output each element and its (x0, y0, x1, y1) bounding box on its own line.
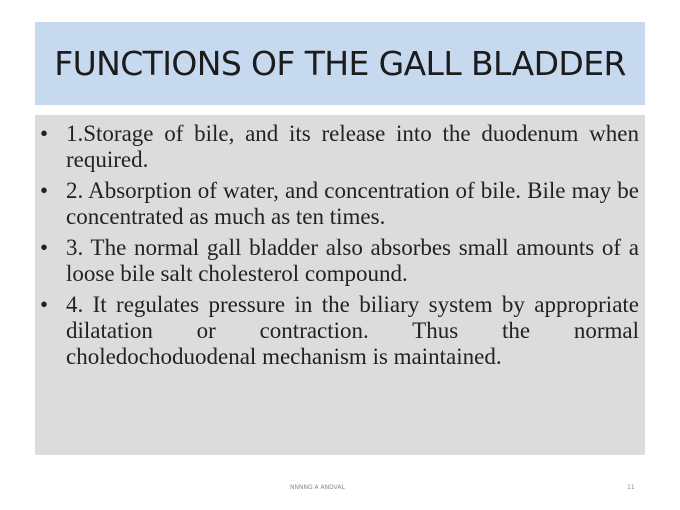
bullet-item-storage (35, 121, 639, 173)
bullet-text: 1.Storage of bile, and its release into the duodenum when required. (66, 121, 639, 172)
bullet-icon: • (40, 121, 49, 146)
title-band (35, 22, 645, 105)
bullet-list (35, 115, 645, 370)
bullet-text: 4. It regulates pressure in the biliary system by appropriate dilatation or contraction. Thus the normal choledochoduodenal mechanism is maintained. (66, 292, 639, 369)
bullet-icon: • (40, 235, 49, 260)
bullet-text: 3. The normal gall bladder also absorbes small amounts of a loose bile salt cholesterol compound. (66, 235, 639, 286)
footer-text: NNNNG A ANDVAL (290, 484, 345, 491)
content-panel (35, 115, 645, 455)
bullet-icon: • (40, 178, 49, 203)
slide-title: FUNCTIONS OF THE GALL BLADDER (54, 44, 626, 83)
bullet-item-pressure (35, 292, 639, 370)
bullet-item-bile-salt (35, 235, 639, 287)
bullet-text: 2. Absorption of water, and concentration of bile. Bile may be concentrated as much as ten times. (66, 178, 639, 229)
bullet-item-absorption (35, 178, 639, 230)
bullet-icon: • (40, 292, 49, 317)
page-number: 11 (627, 484, 635, 491)
